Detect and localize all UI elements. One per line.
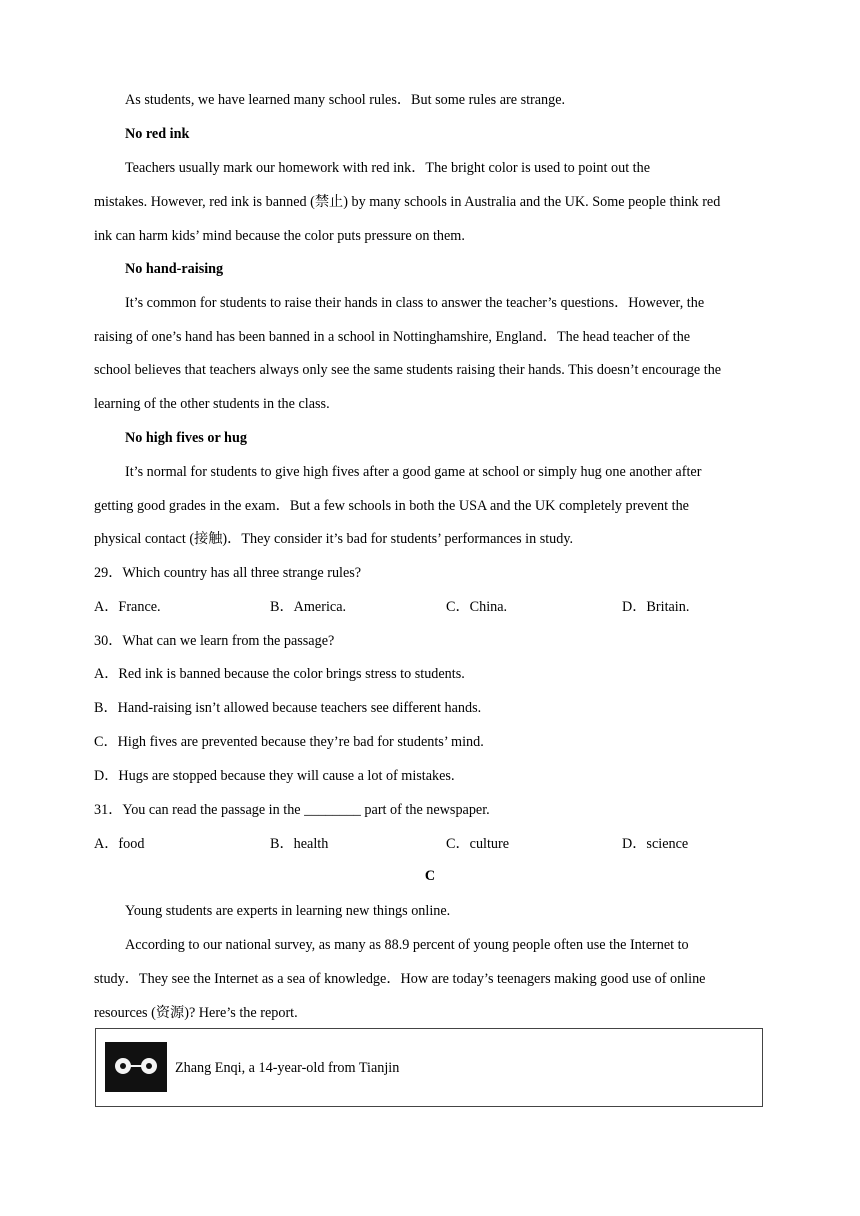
paragraph-line: physical contact (接触)．They consider it’s bad for students’ performances in study. — [94, 531, 574, 547]
paragraph-line: study．They see the Internet as a sea of knowledge．How are today’s teenagers making good use of online — [94, 971, 706, 987]
section-heading-red-ink: No red ink — [125, 126, 190, 142]
question-29-stem: 29．Which country has all three strange rules? — [94, 565, 362, 581]
avatar-eye-icon — [115, 1058, 131, 1074]
question-30-option-b: B．Hand-raising isn’t allowed because teachers see different hands. — [94, 700, 482, 716]
question-30-option-c: C．High fives are prevented because they’re bad for students’ mind. — [94, 734, 484, 750]
question-31-option-a: A．food — [94, 836, 145, 852]
paragraph-line: According to our national survey, as many as 88.9 percent of young people often use the Internet to — [125, 937, 689, 953]
profile-box — [95, 1028, 763, 1107]
avatar-eye-icon — [141, 1058, 157, 1074]
question-31-stem: 31．You can read the passage in the ________ part of the newspaper. — [94, 802, 490, 818]
profile-caption: Zhang Enqi, a 14-year-old from Tianjin — [175, 1060, 400, 1076]
avatar-image — [105, 1042, 167, 1092]
passage-letter-c: C — [424, 868, 436, 884]
question-30-stem: 30．What can we learn from the passage? — [94, 633, 335, 649]
question-29-option-d: D．Britain. — [622, 599, 690, 615]
question-29-option-c: C．China. — [446, 599, 508, 615]
intro-text: As students, we have learned many school rules．But some rules are strange. — [125, 92, 566, 108]
paragraph-line: raising of one’s hand has been banned in a school in Nottinghamshire, England．The head teacher of the — [94, 329, 691, 345]
paragraph-line: Teachers usually mark our homework with red ink．The bright color is used to point out the — [125, 160, 651, 176]
paragraph-line: getting good grades in the exam．But a few schools in both the USA and the UK completely prevent the — [94, 498, 689, 514]
paragraph-line: mistakes. However, red ink is banned (禁止) by many schools in Australia and the UK. Some people think red — [94, 194, 721, 210]
question-31-option-c: C．culture — [446, 836, 510, 852]
question-29-option-a: A．France. — [94, 599, 161, 615]
paragraph-line: It’s common for students to raise their hands in class to answer the teacher’s questions．However, the — [125, 295, 705, 311]
paragraph-line: Young students are experts in learning new things online. — [125, 903, 451, 919]
question-30-option-a: A．Red ink is banned because the color brings stress to students. — [94, 666, 465, 682]
question-31-option-b: B．health — [270, 836, 329, 852]
paragraph-line: ink can harm kids’ mind because the color puts pressure on them. — [94, 228, 465, 244]
question-30-option-d: D．Hugs are stopped because they will cause a lot of mistakes. — [94, 768, 455, 784]
question-29-option-b: B．America. — [270, 599, 347, 615]
paragraph-line: school believes that teachers always only see the same students raising their hands. This doesn’t encourage the — [94, 362, 722, 378]
paragraph-line: It’s normal for students to give high fives after a good game at school or simply hug one another after — [125, 464, 702, 480]
paragraph-line: learning of the other students in the class. — [94, 396, 330, 412]
question-31-option-d: D．science — [622, 836, 689, 852]
paragraph-line: resources (资源)? Here’s the report. — [94, 1005, 298, 1021]
section-heading-high-fives: No high fives or hug — [125, 430, 247, 446]
section-heading-hand-raising: No hand-raising — [125, 261, 224, 277]
